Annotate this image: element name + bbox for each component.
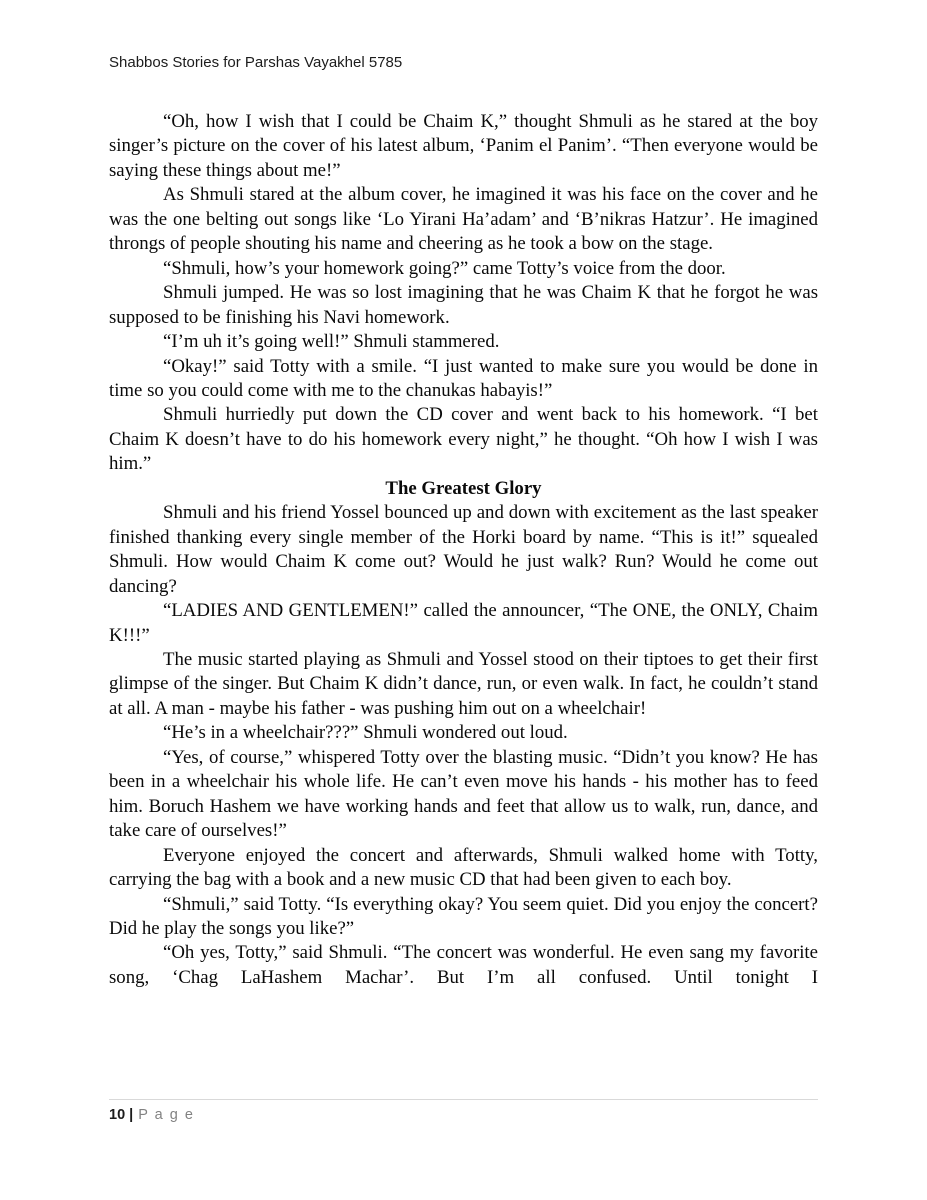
story-paragraph: “I’m uh it’s going well!” Shmuli stammered. — [163, 331, 500, 353]
story-paragraph: “Yes, of course,” whispered Totty over the blasting music. “Didn’t you know? He has been in a wheelchair his whole life. He can’t even move his hands - his mother has to feed him. Boruch Hashem we have working hands and feet that allow us to walk, run, dance, and take care of ourselves!” — [109, 746, 818, 842]
story-paragraph: “Okay!” said Totty with a smile. “I just wanted to make sure you would be done in time so you could come with me to the chanukas habayis!” — [109, 355, 818, 401]
page-footer — [109, 1099, 818, 1123]
story-paragraph: “He’s in a wheelchair???” Shmuli wondered out loud. — [163, 722, 568, 744]
story-paragraph: Shmuli hurriedly put down the CD cover and went back to his homework. “I bet Chaim K doesn’t have to do his homework every night,” he thought. “Oh how I wish I was him.” — [109, 404, 818, 475]
story-paragraph-continued: “Oh yes, Totty,” said Shmuli. “The concert was wonderful. He even sang my favorite song, ‘Chag LaHashem Machar’. But I’m all confused. Until tonight I — [109, 942, 818, 988]
story-paragraph: Everyone enjoyed the concert and afterwards, Shmuli walked home with Totty, carrying the bag with a book and a new music CD that had been given to each boy. — [109, 844, 818, 891]
section-heading: The Greatest Glory — [385, 477, 542, 499]
story-paragraph: “LADIES AND GENTLEMEN!” called the announcer, “The ONE, the ONLY, Chaim K!!!” — [109, 600, 818, 646]
page-header — [109, 54, 402, 71]
document-body — [109, 110, 818, 990]
footer-page-label: P a g e — [138, 1107, 195, 1123]
story-paragraph: “Shmuli, how’s your homework going?” came Totty’s voice from the door. — [163, 257, 726, 279]
story-paragraph: “Oh, how I wish that I could be Chaim K,” thought Shmuli as he stared at the boy singer’s picture on the cover of his latest album, ‘Panim el Panim’. “Then everyone would be saying these things about me!” — [109, 111, 818, 181]
footer-separator: | — [129, 1107, 134, 1123]
page-number: 10 — [109, 1107, 126, 1123]
story-paragraph: As Shmuli stared at the album cover, he imagined it was his face on the cover and he was the one belting out songs like ‘Lo Yirani Ha’adam’ and ‘B’nikras Hatzur’. He imagined throngs of people shouting his name and cheering as he took a bow on the stage. — [109, 184, 818, 255]
story-paragraph: Shmuli jumped. He was so lost imagining that he was Chaim K that he forgot he was supposed to be finishing his Navi homework. — [109, 282, 818, 328]
story-paragraph: Shmuli and his friend Yossel bounced up and down with excitement as the last speaker finished thanking every single member of the Horki board by name. “This is it!” squealed Shmuli. How would Chaim K come out? Would he just walk? Run? Would he come out dancing? — [109, 502, 818, 597]
story-paragraph: “Shmuli,” said Totty. “Is everything okay? You seem quiet. Did you enjoy the concert? Did he play the songs you like?” — [109, 893, 818, 939]
header-title: Shabbos Stories for Parshas Vayakhel 5785 — [109, 54, 403, 71]
story-paragraph: The music started playing as Shmuli and Yossel stood on their tiptoes to get their first glimpse of the singer. But Chaim K didn’t dance, run, or even walk. In fact, he couldn’t stand at all. A man - maybe his father - was pushing him out on a wheelchair! — [109, 648, 818, 719]
